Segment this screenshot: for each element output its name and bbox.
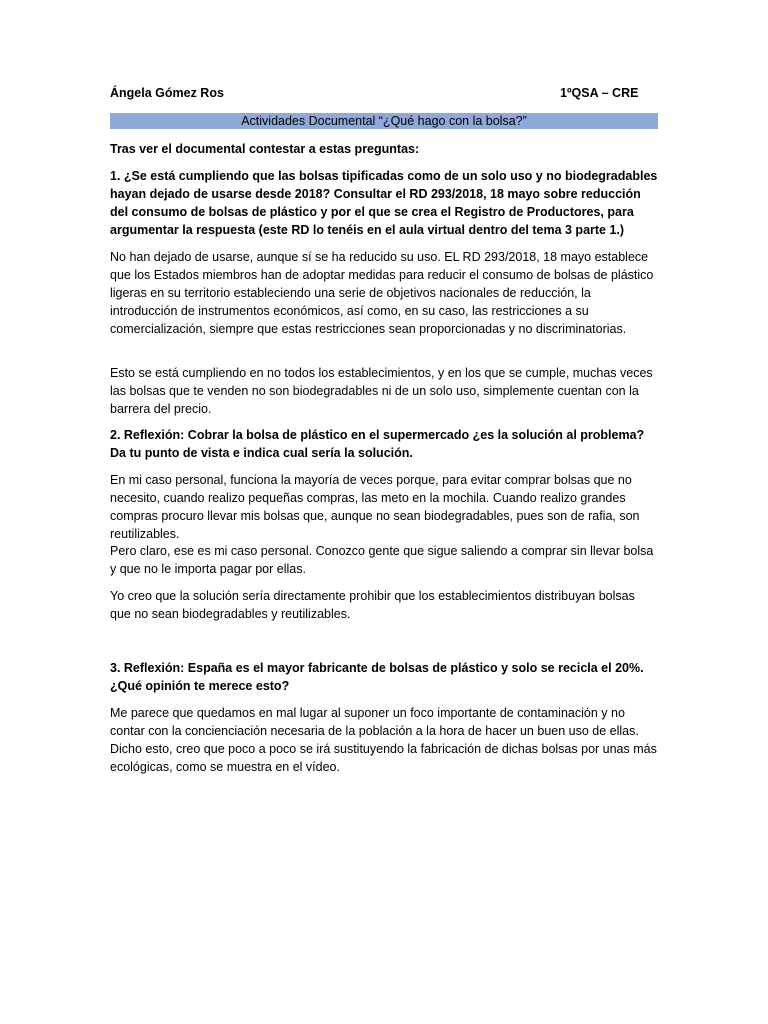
question-1: 1. ¿Se está cumpliendo que las bolsas tipificadas como de un solo uso y no biodegradables hayan dejado de usarse desde 2018? Consultar el RD 293/2018, 18 mayo sobre reducción del consumo de bolsas de plástico y por el que se crea el Registro de Productores, para argumentar la respuesta (este RD lo tenéis en el aula virtual dentro del tema 3 parte 1.) bbox=[110, 169, 658, 237]
course-label: 1ºQSA – CRE bbox=[560, 86, 639, 100]
question-2: 2. Reflexión: Cobrar la bolsa de plástico en el supermercado ¿es la solución al problema? Da tu punto de vista e indica cual sería la solución. bbox=[110, 428, 645, 460]
question-3: 3. Reflexión: España es el mayor fabricante de bolsas de plástico y solo se recicla el 20%. ¿Qué opinión te merece esto? bbox=[110, 661, 644, 693]
document-page bbox=[110, 0, 658, 1024]
answer-2-paragraph-3: Yo creo que la solución sería directamente prohibir que los establecimientos distribuyan bolsas que no sean biodegradables y reutilizables. bbox=[110, 589, 635, 621]
document-title: Actividades Documental “¿Qué hago con la bolsa?” bbox=[110, 113, 658, 129]
answer-2-paragraph-1: En mi caso personal, funciona la mayoría de veces porque, para evitar comprar bolsas que no necesito, cuando realizo pequeñas compras, las meto en la mochila. Cuando realizo grandes compras procuro llevar mis bolsas que, aunque no sean biodegradables, pues son de rafia, son reutilizables. bbox=[110, 473, 640, 541]
answer-1-paragraph-2: Esto se está cumpliendo en no todos los establecimientos, y en los que se cumple, muchas veces las bolsas que te venden no son biodegradables ni de un solo uso, simplemente cuentan con la barrera del precio. bbox=[110, 366, 653, 416]
answer-2-paragraph-2: Pero claro, ese es mi caso personal. Conozco gente que sigue saliendo a comprar sin llevar bolsa y que no le importa pagar por ellas. bbox=[110, 544, 654, 576]
author-name: Ángela Gómez Ros bbox=[110, 86, 224, 100]
answer-3-paragraph: Me parece que quedamos en mal lugar al suponer un foco importante de contaminación y no contar con la concienciación necesaria de la población a la hora de hacer un buen uso de ellas. Dicho esto, creo que poco a poco se irá sustituyendo la fabricación de dichas bolsas por unas más ecológicas, como se muestra en el vídeo. bbox=[110, 706, 657, 774]
answer-1-paragraph-1: No han dejado de usarse, aunque sí se ha reducido su uso. EL RD 293/2018, 18 mayo establece que los Estados miembros han de adoptar medidas para reducir el consumo de bolsas de plástico ligeras en su territorio estableciendo una serie de objetivos nacionales de reducción, la introducción de instrumentos económicos, así como, en su caso, las restricciones a su comercialización, siempre que estas restricciones sean proporcionadas y no discriminatorias. bbox=[110, 250, 654, 336]
intro-text: Tras ver el documental contestar a estas preguntas: bbox=[110, 142, 420, 156]
